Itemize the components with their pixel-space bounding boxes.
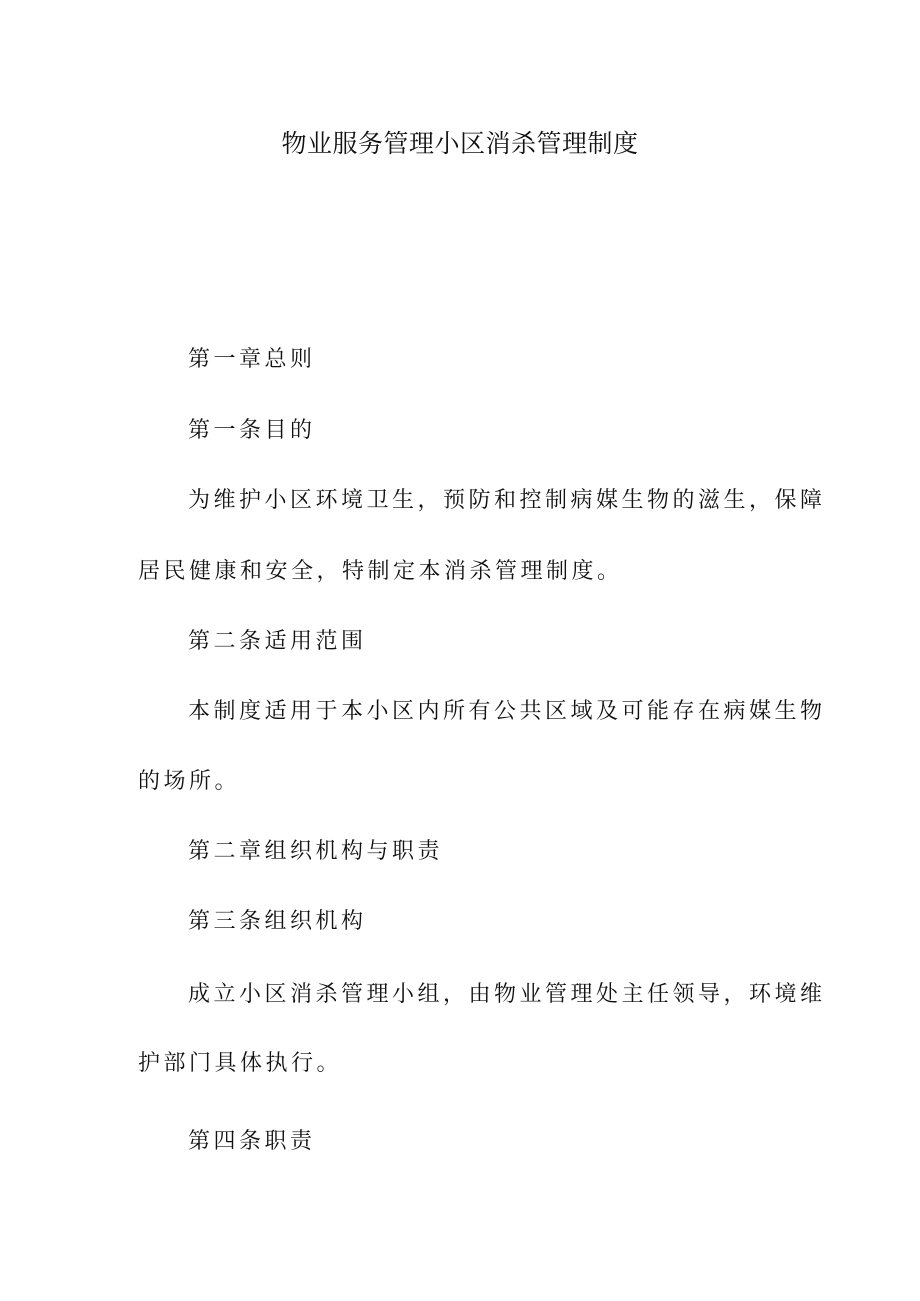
article-1-paragraph-line-2: 居民健康和安全，特制定本消杀管理制度。 <box>138 559 623 584</box>
article-4-heading: 第四条职责 <box>188 1129 316 1154</box>
article-1-paragraph-line-1: 为维护小区环境卫生，预防和控制病媒生物的滋生，保障 <box>188 488 826 513</box>
document-title: 物业服务管理小区消杀管理制度 <box>281 129 639 158</box>
article-3-paragraph-line-1: 成立小区消杀管理小组，由物业管理处主任领导，环境维 <box>188 982 826 1007</box>
chapter-1-heading: 第一章总则 <box>188 347 316 372</box>
article-3-heading: 第三条组织机构 <box>188 909 367 934</box>
article-1-heading: 第一条目的 <box>188 418 316 443</box>
article-2-heading: 第二条适用范围 <box>188 629 367 654</box>
article-3-paragraph-line-2: 护部门具体执行。 <box>138 1051 343 1076</box>
article-2-paragraph-line-1: 本制度适用于本小区内所有公共区域及可能存在病媒生物 <box>188 699 826 724</box>
chapter-2-heading: 第二章组织机构与职责 <box>188 839 444 864</box>
article-2-paragraph-line-2: 的场所。 <box>138 769 241 794</box>
